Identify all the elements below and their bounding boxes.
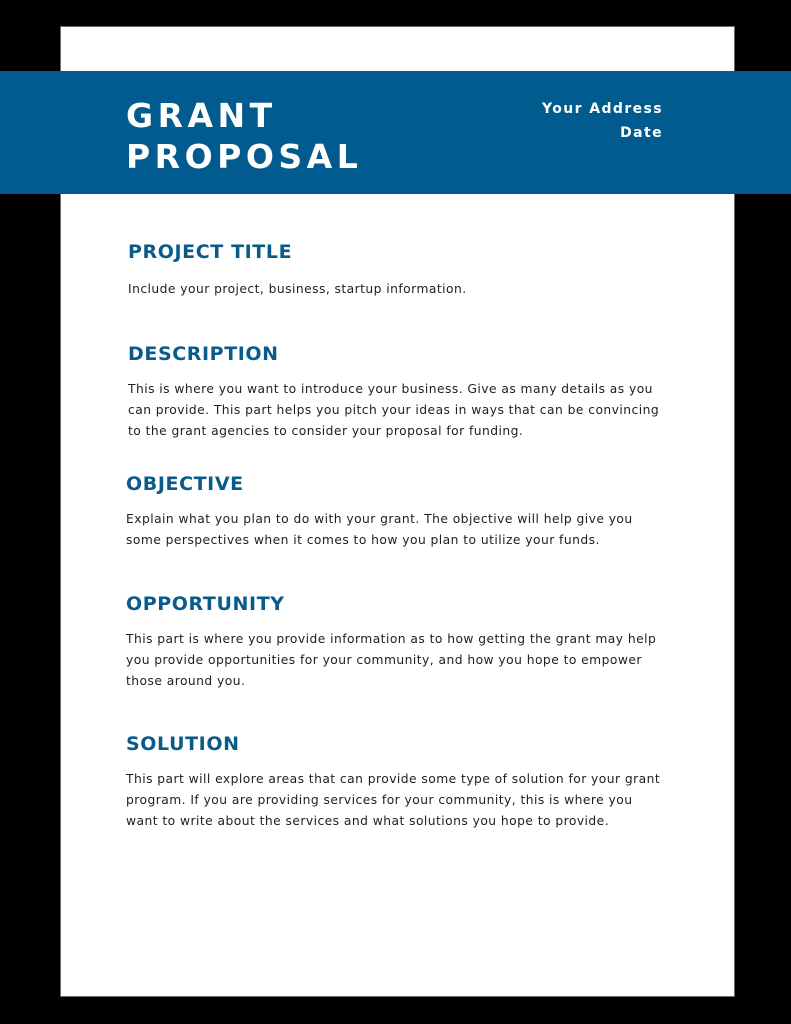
section-body bbox=[126, 629, 666, 692]
body-line: to the grant agencies to consider your proposal for funding. bbox=[128, 424, 524, 438]
body-line: can provide. This part helps you pitch your ideas in ways that can be convincing bbox=[128, 403, 660, 417]
section-heading: PROJECT TITLE bbox=[128, 241, 293, 263]
title-line-2: PROPOSAL bbox=[126, 137, 363, 176]
section-body bbox=[128, 279, 668, 300]
section-description bbox=[128, 342, 668, 442]
section-heading: DESCRIPTION bbox=[128, 343, 279, 365]
section-heading: OBJECTIVE bbox=[126, 473, 244, 495]
header-banner bbox=[0, 71, 791, 194]
title-line-1: GRANT bbox=[126, 96, 277, 135]
date-text: Date bbox=[620, 125, 663, 141]
header-meta bbox=[542, 97, 663, 145]
section-opportunity bbox=[126, 592, 666, 692]
section-objective bbox=[126, 472, 666, 551]
section-project-title bbox=[128, 240, 668, 300]
section-heading: OPPORTUNITY bbox=[126, 593, 285, 615]
body-line: Include your project, business, startup information. bbox=[128, 282, 467, 296]
body-line: This part is where you provide information as to how getting the grant may help bbox=[126, 632, 657, 646]
body-line: This is where you want to introduce your business. Give as many details as you bbox=[128, 382, 653, 396]
section-heading: SOLUTION bbox=[126, 733, 240, 755]
body-line: Explain what you plan to do with your grant. The objective will help give you bbox=[126, 512, 633, 526]
section-solution bbox=[126, 732, 666, 832]
section-body bbox=[126, 509, 666, 551]
body-line: This part will explore areas that can provide some type of solution for your grant bbox=[126, 772, 661, 786]
body-line: want to write about the services and what solutions you hope to provide. bbox=[126, 814, 610, 828]
body-line: some perspectives when it comes to how you plan to utilize your funds. bbox=[126, 533, 600, 547]
body-line: program. If you are providing services for your community, this is where you bbox=[126, 793, 633, 807]
document-title bbox=[126, 95, 362, 177]
section-body bbox=[126, 769, 666, 832]
section-body bbox=[128, 379, 668, 442]
address-text: Your Address bbox=[542, 101, 663, 117]
body-line: you provide opportunities for your community, and how you hope to empower bbox=[126, 653, 642, 667]
body-line: those around you. bbox=[126, 674, 246, 688]
